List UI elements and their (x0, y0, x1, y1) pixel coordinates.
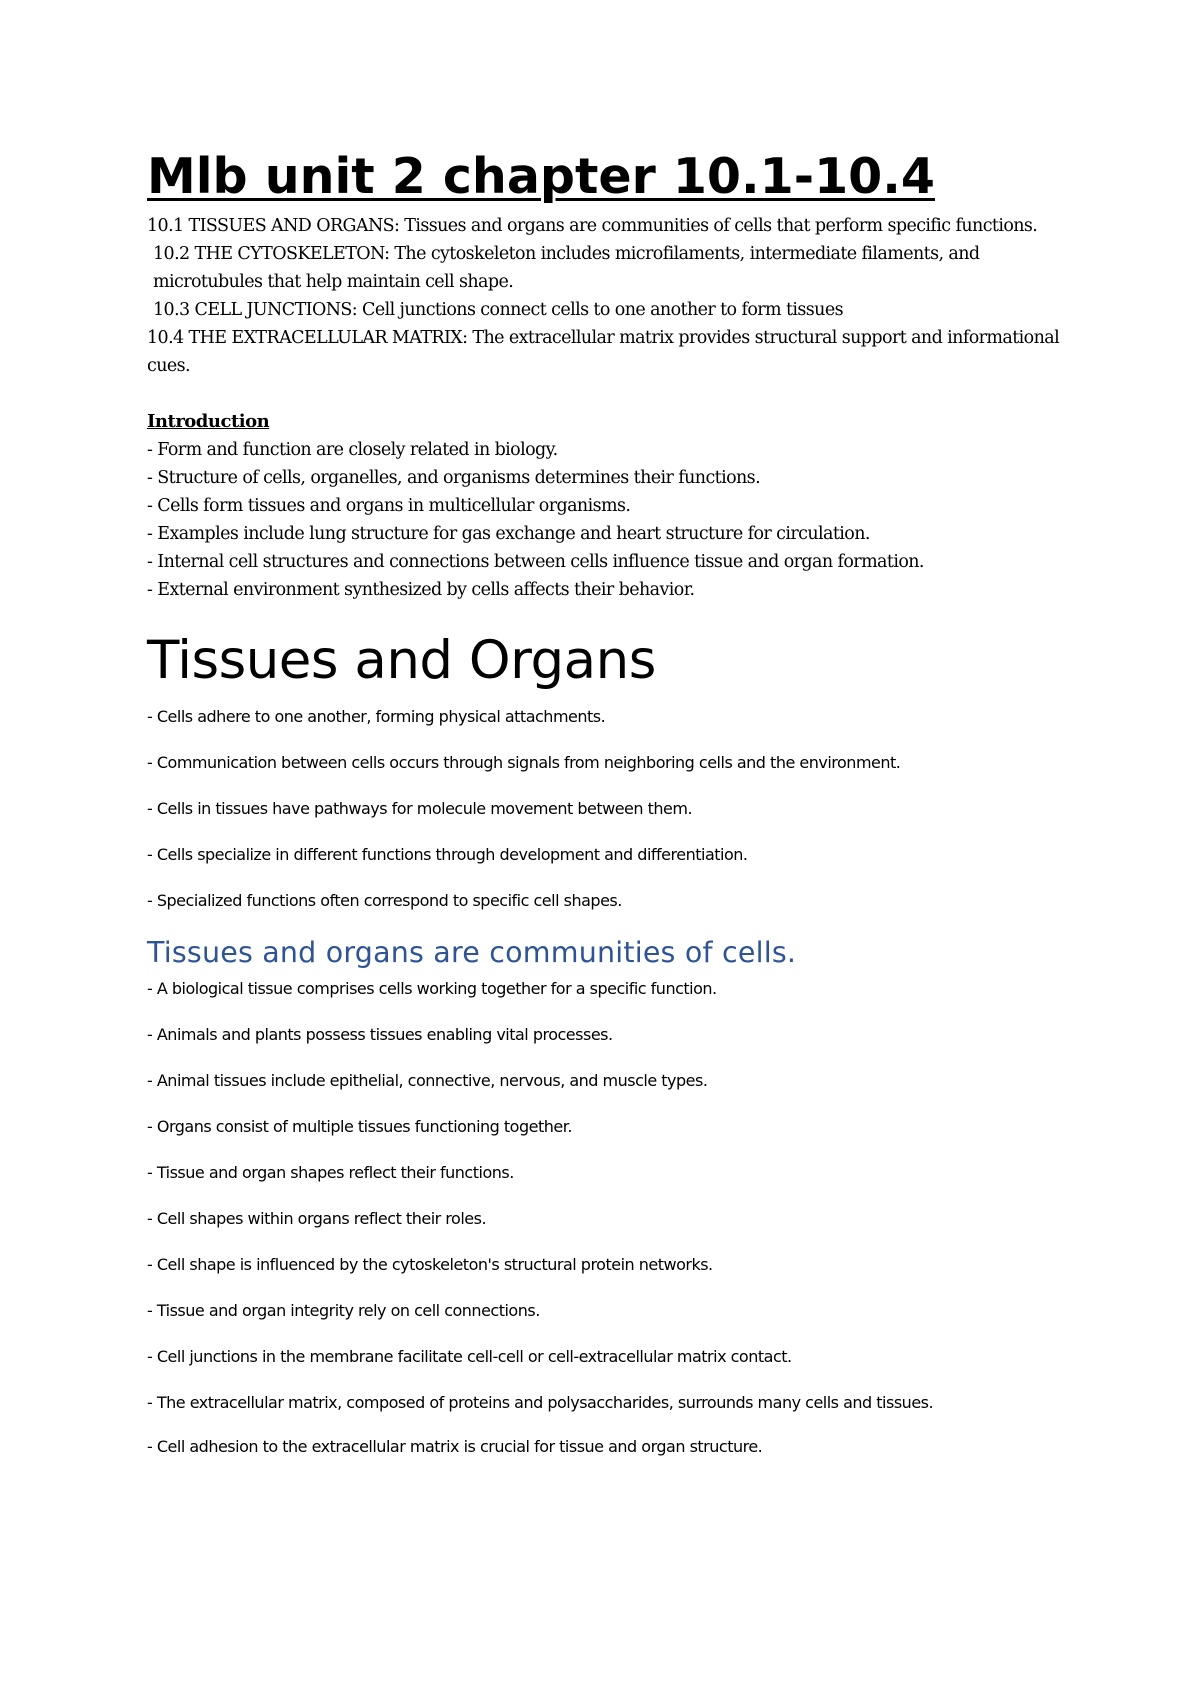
list-item: - Cell shape is influenced by the cytoskeleton's structural protein networks. (147, 1255, 713, 1274)
list-item: - Form and function are closely related in biology. (147, 440, 558, 460)
list-item: - Animal tissues include epithelial, connective, nervous, and muscle types. (147, 1071, 708, 1090)
introduction-heading: Introduction (147, 411, 270, 432)
list-item: - External environment synthesized by cells affects their behavior. (147, 580, 695, 600)
list-item: - Cells specialize in different functions through development and differentiation. (147, 845, 748, 864)
list-item: - Organs consist of multiple tissues functioning together. (147, 1117, 572, 1136)
introduction-list (147, 436, 1067, 604)
tissues-list (147, 704, 1067, 913)
list-item: - Tissue and organ shapes reflect their functions. (147, 1163, 514, 1182)
list-item: - Internal cell structures and connections between cells influence tissue and organ formation. (147, 552, 924, 572)
list-item: - A biological tissue comprises cells working together for a specific function. (147, 979, 717, 998)
list-item: - Structure of cells, organelles, and organisms determines their functions. (147, 468, 761, 488)
list-item: - Specialized functions often correspond to specific cell shapes. (147, 891, 622, 910)
list-item: - Communication between cells occurs through signals from neighboring cells and the environment. (147, 753, 901, 772)
list-item: - Cell shapes within organs reflect their roles. (147, 1209, 487, 1228)
list-item: - Animals and plants possess tissues enabling vital processes. (147, 1025, 613, 1044)
summary-item: 10.4 THE EXTRACELLULAR MATRIX: The extracellular matrix provides structural support and informational cues. (147, 328, 1060, 376)
list-item: - Cell junctions in the membrane facilitate cell-cell or cell-extracellular matrix contact. (147, 1347, 792, 1366)
list-item: - The extracellular matrix, composed of proteins and polysaccharides, surrounds many cells and tissues. (147, 1393, 934, 1412)
document-body (147, 145, 1067, 1480)
subsection-heading-communities: Tissues and organs are communities of cells. (147, 936, 797, 969)
chapter-summary (147, 212, 1067, 380)
summary-item: 10.2 THE CYTOSKELETON: The cytoskeleton includes microfilaments, intermediate filaments, and microtubules that help maintain cell shape. (153, 244, 980, 292)
section-heading-tissues-and-organs: Tissues and Organs (147, 630, 656, 691)
list-item: - Cells adhere to one another, forming physical attachments. (147, 707, 606, 726)
list-item: - Cell adhesion to the extracellular matrix is crucial for tissue and organ structure. (147, 1437, 763, 1456)
document-title: Mlb unit 2 chapter 10.1-10.4 (147, 148, 935, 205)
summary-item: 10.1 TISSUES AND ORGANS: Tissues and organs are communities of cells that perform specific functions. (147, 216, 1038, 236)
communities-list (147, 976, 1067, 1459)
list-item: - Examples include lung structure for gas exchange and heart structure for circulation. (147, 524, 870, 544)
list-item: - Tissue and organ integrity rely on cell connections. (147, 1301, 540, 1320)
list-item: - Cells form tissues and organs in multicellular organisms. (147, 496, 631, 516)
summary-item: 10.3 CELL JUNCTIONS: Cell junctions connect cells to one another to form tissues (153, 300, 843, 320)
list-item: - Cells in tissues have pathways for molecule movement between them. (147, 799, 693, 818)
